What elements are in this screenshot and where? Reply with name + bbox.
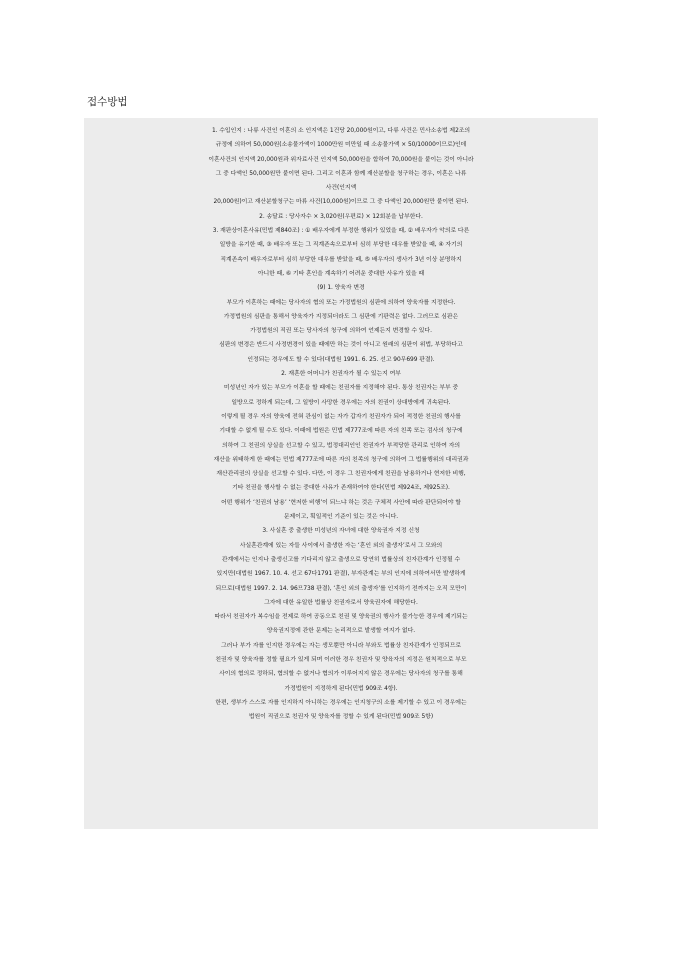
text-line: 미성년인 자가 있는 부모가 이혼을 할 때에는 친권자를 지정해야 된다. 통상 친권자는 부부 중 (223, 385, 459, 392)
text-line: 의하여 그 친권의 상실을 선고할 수 있고, 법정대리인인 친권자가 부적당한 관리로 인하여 자의 (221, 442, 461, 449)
text-line: 아니한 때, ⑥ 기타 혼인을 계속하기 어려운 중대한 사유가 있을 때 (257, 270, 425, 277)
text-line: 어떤 행위가 ‘친권의 남용’ ‘현저한 비행’이 되느냐 하는 것은 구체적 사안에 따라 판단되어야 할 (221, 499, 461, 506)
text-line: 20,000원)이고 재산분할청구는 마류 사건(10,000원)이므로 그 중 다액인 20,000원만 붙이면 된다. (213, 199, 469, 206)
text-line: 재산을 위태하게 한 때에는 민법 제777조에 따른 자의 친족의 청구에 의하여 그 법률행위의 대리권과 (213, 456, 469, 463)
text-line: 가정법원이 지정하게 된다(민법 909조 4항). (284, 685, 398, 692)
text-line: 1. 수입인지 : 나류 사건인 이혼의 소 인지액은 1건당 20,000원이고, 다류 사건은 민사소송법 제2조의 (211, 128, 471, 134)
text-line: 직계존속이 배우자로부터 심히 부당한 대우를 받았을 때, ⑤ 배우자의 생사가 3년 이상 분명하지 (220, 256, 462, 263)
text-line: (9) 1. 양육자 변경 (317, 285, 365, 292)
text-line: 일방을 유기한 때, ③ 배우자 또는 그 직계존속으로부터 심히 부당한 대우를 받았을 때, ④ 자기의 (219, 242, 463, 249)
text-line: 이렇게 될 경우 자의 양육에 전혀 관심이 없는 자가 갑자기 친권자가 되어 적정한 친권의 행사를 (221, 413, 461, 420)
text-line: 부모가 이혼하는 때에는 당사자의 협의 또는 가정법원의 심판에 의하여 양육자를 지정한다. (226, 299, 456, 306)
text-line: 인정되는 경우에도 할 수 있다(대법원 1991. 6. 25. 선고 90무699 판결). (247, 356, 435, 363)
text-line: 친권자 및 양육자를 정할 필요가 있게 되며 이러한 경우 친권자 및 양육자의 지정은 원칙적으로 부모 (215, 656, 467, 663)
text-line: 일방으로 정하게 되는데, 그 일방이 사망한 경우에는 자의 친권이 상대방에게 귀속된다. (231, 399, 451, 406)
content-box (84, 118, 598, 829)
text-line: 2. 송달료 : 당사자수 × 3,020원(우편료) × 12회분을 납부한다. (259, 213, 423, 220)
text-line: 기타 친권을 행사할 수 없는 중대한 사유가 존재하여야 한다(민법 제924조, 제925조). (232, 485, 450, 492)
text-line: 양육권지정에 관한 문제는 논리적으로 발생할 여지가 없다. (266, 628, 416, 635)
text-line: 한편, 생부가 스스로 자를 인지하지 아니하는 경우에는 인지청구의 소를 제기할 수 있고 이 경우에는 (215, 699, 467, 706)
text-line: 그자에 대한 유일한 법률상 친권자로서 양육권자에 해당한다. (264, 599, 418, 606)
text-line: 문제이고, 획일적인 기준이 있는 것은 아니다. (283, 514, 399, 521)
text-line: 2. 재혼한 어머니가 친권자가 될 수 있는지 여부 (281, 371, 401, 378)
text-line: 사이의 협의로 정하되, 협의할 수 없거나 협의가 이루어지지 않은 경우에는 당사자의 청구를 통해 (219, 671, 463, 678)
text-line: 가정법원의 심판을 통해서 양육자가 지정되더라도 그 심판에 기판력은 없다. 그러므로 심판은 (223, 313, 459, 320)
text-line: 법원이 직권으로 친권자 및 양육자를 정할 수 있게 된다(민법 909조 5항) (248, 714, 434, 721)
text-line: 되므로(대법원 1997. 2. 14. 96므738 판결), ‘혼인 외의 출생자’를 인지하기 전까지는 오직 모만이 (215, 585, 467, 592)
text-line: 가정법원의 직권 또는 당사자의 청구에 의하여 언제든지 변경할 수 있다. (250, 328, 432, 335)
text-line: 있지만(대법원 1967. 10. 4. 선고 67다1791 판결), 부자관계는 부의 인지에 의하여서만 발생하게 (216, 571, 466, 578)
text-line: 규정에 의하여 50,000원(소송물가액이 1000만원 미만일 때 소송물가액 × 50/10000이므로)인데 (215, 142, 467, 149)
text-line: 관계에서는 인지나 출생신고를 기다리지 않고 출생으로 당연히 법률상의 친자관계가 인정될 수 (221, 556, 461, 563)
text-line: 이혼사건의 인지액 20,000원과 위자료사건 인지액 50,000원을 합하여 70,000원을 붙이는 것이 아니라 (208, 156, 474, 163)
text-line: 심판의 변경은 반드시 사정변경이 있을 때에만 하는 것이 아니고 원래의 심판이 위법, 부당하다고 (219, 342, 463, 349)
text-line: 그러나 부가 자를 인지한 경우에는 자는 생모뿐만 아니라 부와도 법률상 친자관계가 인정되므로 (220, 642, 462, 649)
text-line: 그 중 다액인 50,000원만 붙이면 된다. 그리고 이혼과 함께 재산분할을 청구하는 경우, 이혼은 나류 (215, 170, 467, 177)
text-line: 기대할 수 없게 될 수도 있다. 이때에 법원은 민법 제777조에 따른 자의 친족 또는 검사의 청구에 (219, 428, 463, 435)
text-line: 재산관리권의 상실을 선고할 수 있다. 다만, 이 경우 그 친권자에게 친권을 남용하거나 현저한 비행, (216, 471, 466, 478)
text-line: 사건(인지액 (325, 185, 357, 192)
text-line: 사실혼관계에 있는 자들 사이에서 출생한 자는 ‘혼인 외의 출생자’로서 그 모와의 (239, 542, 443, 549)
text-line: 3. 사실혼 중 출생한 미성년의 자녀에 대한 양육권자 지정 신청 (262, 528, 420, 535)
section-heading: 접수방법 (87, 96, 128, 108)
text-line: 3. 재판상이혼사유(민법 제840조) : ① 배우자에게 부정한 행위가 있었을 때, ② 배우자가 악의로 다른 (212, 228, 470, 235)
text-line: 따라서 친권자가 복수임을 전제로 하여 공동으로 친권 및 양육권의 행사가 불가능한 경우에 제기되는 (214, 614, 468, 621)
